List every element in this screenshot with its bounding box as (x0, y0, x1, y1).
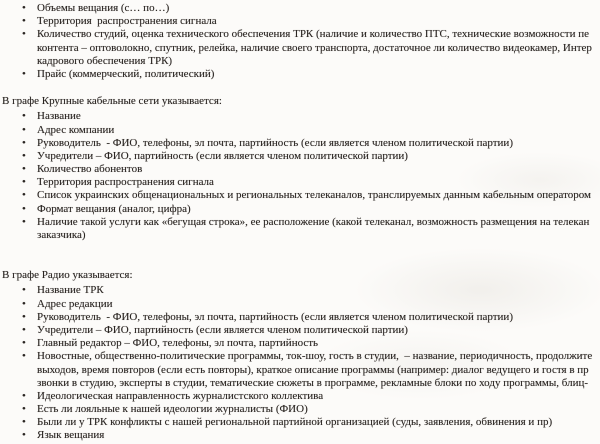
list-item (0, 2, 600, 15)
list-item-text: Были ли у ТРК конфликты с нашей региональной партийной организацией (суды, заявления, обвинения и пр) (37, 416, 553, 429)
bullet-icon: • (22, 110, 26, 123)
list-item-text: контента – оптоволокно, спутник, релейка, наличие своего транспорта, достаточное ли количество видеокамер, Интер (37, 41, 592, 54)
list-item (0, 416, 600, 429)
bullet-icon: • (22, 403, 26, 416)
document-section (0, 2, 600, 81)
list-item (0, 28, 600, 41)
list-item-text: Руководитель - ФИО, телефоны, эл почта, партийность (если является членом политической партии) (37, 136, 513, 149)
list-item (0, 68, 600, 81)
list-item-text: Главный редактор – ФИО, телефоны, эл почта, партийность (37, 337, 319, 350)
list-item (0, 403, 600, 416)
list-item (0, 324, 600, 337)
bullet-icon: • (22, 310, 26, 323)
list-item-text: выходов, время повторов (если есть повторы), краткое описание программы (например: диалог ведущего и гостя в пр (37, 363, 589, 376)
list-item (0, 110, 600, 123)
bullet-icon: • (22, 389, 26, 402)
list-item-text: Адрес редакции (37, 297, 113, 310)
list-item (0, 203, 600, 216)
bullet-icon: • (22, 176, 26, 189)
list-item (0, 350, 600, 363)
list-item-text: Прайс (коммерческий, политический) (37, 67, 215, 80)
list-item-text: Количество студий, оценка технического обеспечения ТРК (наличие и количество ПТС, технические возможности пе (37, 28, 589, 41)
bullet-icon: • (22, 337, 26, 350)
bullet-icon: • (22, 297, 26, 310)
list-item (0, 429, 600, 442)
bullet-icon: • (22, 67, 26, 80)
list-item-text: Адрес компании (37, 123, 115, 136)
bullet-icon: • (22, 2, 26, 14)
list-item-continuation (0, 364, 600, 377)
bullet-icon: • (22, 416, 26, 429)
list-item-continuation (0, 377, 600, 390)
list-item-text: заказчика) (37, 229, 86, 241)
list-item-text: Формат вещания (аналог, цифра) (37, 202, 191, 215)
list-item (0, 189, 600, 202)
list-item-text: Количество абонентов (37, 163, 143, 176)
bullet-icon: • (22, 202, 26, 215)
bullet-icon: • (22, 284, 26, 297)
list-item (0, 298, 600, 311)
bullet-icon: • (22, 163, 26, 176)
list-item-text: кадрового обеспечения ТРК) (37, 54, 173, 67)
bullet-icon: • (22, 28, 26, 41)
bullet-icon: • (22, 323, 26, 336)
bullet-icon: • (22, 429, 26, 442)
bullet-icon: • (22, 350, 26, 363)
list-item-text: Учредители – ФИО, партийность (если является членом политической партии) (37, 323, 408, 336)
list-item-text: Название ТРК (37, 284, 104, 297)
list-item (0, 15, 600, 28)
list-item-text: Язык вещания (37, 429, 105, 442)
list-item-text: Есть ли лояльные к нашей идеологии журналисты (ФИО) (37, 403, 308, 416)
section-header: В графе Радио указывается: (2, 269, 133, 282)
document-body (0, 2, 600, 443)
bullet-icon: • (22, 123, 26, 136)
document-section (0, 95, 600, 242)
list-item-text: Руководитель - ФИО, телефоны, эл почта, партийность (если является членом политической партии) (37, 310, 513, 323)
list-item-text: Идеологическая направленность журналистского коллектива (37, 389, 324, 402)
bullet-icon: • (22, 15, 26, 28)
list-item (0, 163, 600, 176)
bullet-icon: • (22, 149, 26, 162)
list-item-text: Наличие такой услуги как «бегущая строка», ее расположение (какой телеканал, возможность размещения на телекан (37, 215, 590, 228)
list-item-text: Учредители – ФИО, партийность (если является членом политической партии) (37, 149, 408, 162)
list-item (0, 216, 600, 229)
list-item (0, 137, 600, 150)
list-item-text: Территория распространения сигнала (37, 15, 217, 28)
list-item (0, 390, 600, 403)
bullet-icon: • (22, 189, 26, 202)
list-item-text: Территория распространения сигнала (37, 176, 214, 189)
list-item-text: Список украинских общенациональных и региональных телеканалов, транслируемых данным кабельным оператором (37, 189, 592, 202)
list-item (0, 284, 600, 297)
list-item-text: звонки в студию, эксперты в студии, тематические сюжеты в программе, рекламные блоки по ходу программы, блиц- (37, 376, 589, 389)
list-item (0, 124, 600, 137)
list-item-continuation (0, 229, 600, 242)
bullet-icon: • (22, 136, 26, 149)
list-item-text: Название (37, 110, 81, 123)
section-header: В графе Крупные кабельные сети указывается: (2, 95, 222, 108)
list-item (0, 176, 600, 189)
list-item (0, 311, 600, 324)
list-item-text: Новостные, общественно-политические программы, ток-шоу, гость в студии, – название, периодичность, продолжите (37, 350, 593, 363)
bullet-icon: • (22, 215, 26, 228)
list-item-text: Объемы вещания (с… по…) (37, 2, 170, 14)
list-item-continuation (0, 42, 600, 55)
document-section (0, 269, 600, 442)
list-item (0, 337, 600, 350)
list-item-continuation (0, 55, 600, 68)
list-item (0, 150, 600, 163)
